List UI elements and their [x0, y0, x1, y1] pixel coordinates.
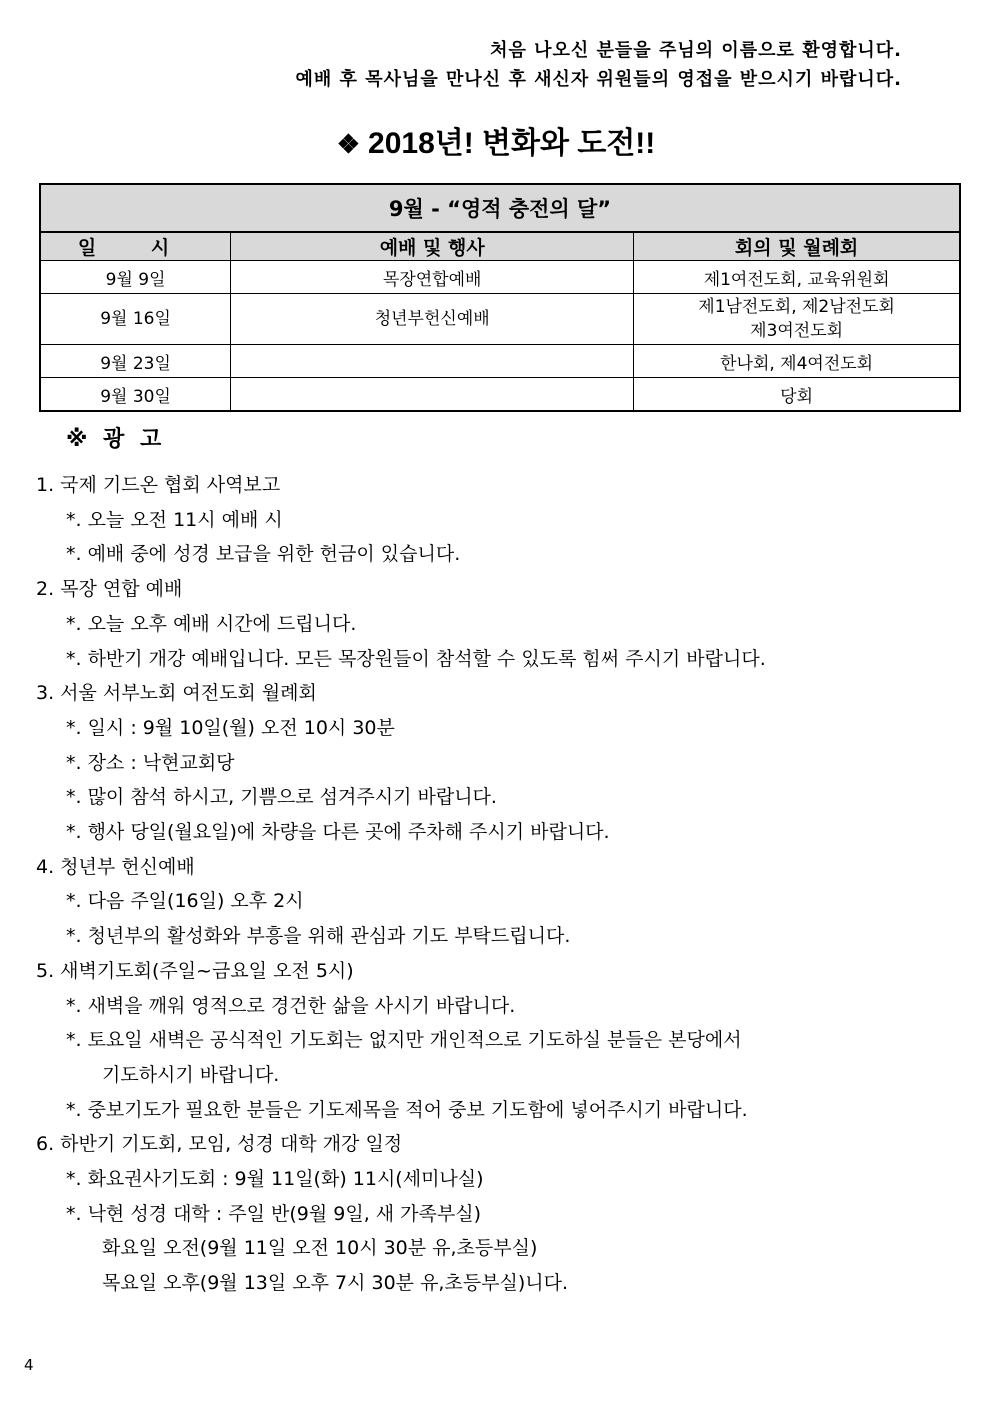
announcement-detail: *. 화요권사기도회 : 9월 11일(화) 11시(세미나실) [66, 1168, 484, 1191]
row-meeting: 한나회, 제4여전도회 [634, 345, 960, 378]
announcement-title: 6. 하반기 기도회, 모임, 성경 대학 개강 일정 [36, 1133, 403, 1156]
row-event: 목장연합예배 [231, 261, 634, 294]
announcement-detail: *. 일시 : 9월 10일(월) 오전 10시 30분 [66, 716, 395, 739]
row-meeting: 제1여전도회, 교육위원회 [634, 261, 960, 294]
page-title [0, 118, 992, 162]
announcement-title: 1. 국제 기드온 협회 사역보고 [36, 474, 281, 496]
header-event: 예배 및 행사 [231, 232, 634, 261]
header-meeting: 회의 및 월례회 [634, 232, 960, 261]
announcement-title: 3. 서울 서부노회 여전도회 월례회 [36, 682, 317, 705]
announcement-detail: *. 하반기 개강 예배입니다. 모든 목장원들이 참석할 수 있도록 힘써 주시기 바랍니다. [66, 647, 766, 670]
row-event [231, 345, 634, 378]
announcement-detail: *. 토요일 새벽은 공식적인 기도회는 없지만 개인적으로 기도하실 분들은 본당에서 [66, 1029, 742, 1052]
table-row [40, 345, 960, 378]
announcement-title: 5. 새벽기도회(주일~금요일 오전 5시) [36, 959, 354, 982]
announcement-detail-continued: 기도하시기 바랍니다. [102, 1063, 280, 1086]
greeting-line-1: 처음 나오신 분들을 주님의 이름으로 환영합니다. [490, 40, 902, 61]
row-event: 청년부헌신예배 [231, 294, 634, 345]
announcement-detail: *. 장소 : 낙현교회당 [66, 751, 235, 774]
table-row [40, 261, 960, 294]
row-meeting: 당회 [634, 378, 960, 412]
announcement-detail: *. 중보기도가 필요한 분들은 기도제목을 적어 중보 기도함에 넣어주시기 바랍니다. [66, 1098, 748, 1121]
page-number: 4 [24, 1356, 34, 1374]
announcement-detail: *. 행사 당일(월요일)에 차량을 다른 곳에 주차해 주시기 바랍니다. [66, 821, 610, 844]
row-date: 9월 30일 [40, 378, 231, 412]
announcements-heading: ※ 광 고 [66, 427, 166, 452]
schedule-caption: 9월 - “영적 충전의 달” [40, 184, 960, 232]
schedule-table [39, 183, 961, 412]
row-date: 9월 23일 [40, 345, 231, 378]
announcement-detail: *. 오늘 오후 예배 시간에 드립니다. [66, 612, 357, 635]
announcement-title: 4. 청년부 헌신예배 [36, 855, 195, 878]
announcement-detail: *. 많이 참석 하시고, 기쁨으로 섬겨주시기 바랍니다. [66, 786, 497, 809]
announcements-list [36, 468, 766, 1301]
row-event [231, 378, 634, 412]
announcement-title: 2. 목장 연합 예배 [36, 578, 183, 601]
announcement-detail-continued: 목요일 오후(9월 13일 오후 7시 30분 유,초등부실)니다. [102, 1272, 569, 1295]
row-meeting [634, 294, 960, 345]
header-date: 일 시 [40, 232, 231, 261]
table-row [40, 294, 960, 345]
announcement-detail: *. 예배 중에 성경 보급을 위한 헌금이 있습니다. [66, 543, 461, 566]
announcement-detail: *. 청년부의 활성화와 부흥을 위해 관심과 기도 부탁드립니다. [66, 925, 571, 948]
announcement-detail: *. 다음 주일(16일) 오후 2시 [66, 890, 304, 913]
greeting [296, 36, 903, 94]
announcement-detail: *. 새벽을 깨워 영적으로 경건한 삶을 사시기 바랍니다. [66, 994, 516, 1017]
title-text: 2018년! 변화와 도전!! [368, 127, 656, 160]
greeting-line-2: 예배 후 목사님을 만나신 후 새신자 위원들의 영접을 받으시기 바랍니다. [295, 69, 902, 90]
announcement-detail: *. 낙현 성경 대학 : 주일 반(9월 9일, 새 가족부실) [66, 1202, 482, 1225]
table-row [40, 378, 960, 412]
announcement-detail-continued: 화요일 오전(9월 11일 오전 10시 30분 유,초등부실) [102, 1237, 538, 1260]
row-date: 9월 16일 [40, 294, 231, 345]
row-date: 9월 9일 [40, 261, 231, 294]
announcement-detail: *. 오늘 오전 11시 예배 시 [66, 508, 283, 531]
row-meeting-line-1: 제1남전도회, 제2남전도회 [698, 297, 895, 317]
diamond-bullet-icon: ❖ [336, 129, 361, 159]
row-meeting-line-2: 제3여전도회 [750, 321, 844, 341]
